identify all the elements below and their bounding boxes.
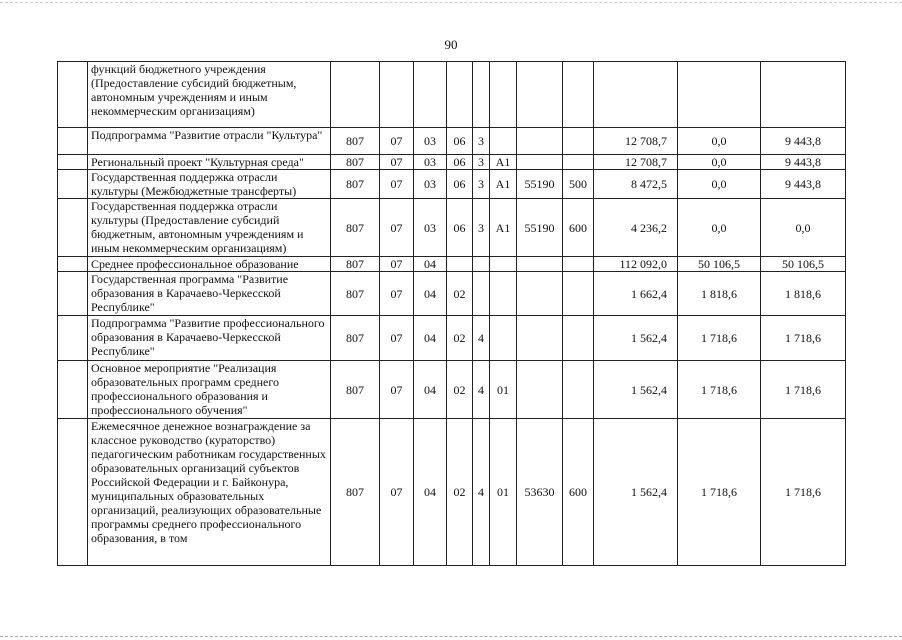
cell-amount-year2: 1 718,6: [678, 316, 761, 361]
row-name: Ежемесячное денежное вознаграждение за классное руководство (кураторство) педагогическим работникам государственных образовательных организаций субъектов Российской Федерации и г. Байконура, муниципальных образовательных организаций, реализующих образовательные программы среднего профессионального образования, в том: [88, 419, 331, 566]
cell-amount-year2: 1 718,6: [678, 419, 761, 566]
cell-grbs: 807: [331, 419, 380, 566]
cell-amount-year2: 50 106,5: [678, 257, 761, 272]
cell-subsection: [414, 62, 447, 128]
cell-subprogram: 3: [473, 170, 490, 199]
cell-subprogram: [473, 257, 490, 272]
cell-direction: [517, 128, 563, 155]
cell-program: [447, 257, 473, 272]
row-name: Государственная поддержка отрасли культуры (Межбюджетные трансферты): [88, 170, 331, 199]
cell-grbs: 807: [331, 257, 380, 272]
cell-program: 06: [447, 170, 473, 199]
cell-subsection: 03: [414, 155, 447, 170]
cell-amount-year1: 4 236,2: [594, 199, 678, 257]
cell-direction: [517, 62, 563, 128]
row-name: Среднее профессиональное образование: [88, 257, 331, 272]
cell-grbs: 807: [331, 316, 380, 361]
table-row: [58, 62, 846, 128]
cell-section: [380, 62, 414, 128]
row-name: Государственная программа "Развитие образования в Карачаево-Черкесской Республике": [88, 272, 331, 316]
row-number-cell: [58, 361, 88, 419]
row-number-cell: [58, 170, 88, 199]
cell-program: 02: [447, 316, 473, 361]
cell-subprogram: 4: [473, 419, 490, 566]
cell-direction: [517, 155, 563, 170]
cell-amount-year2: 1 818,6: [678, 272, 761, 316]
row-name: Региональный проект "Культурная среда": [88, 155, 331, 170]
cell-subprogram: 3: [473, 199, 490, 257]
table-row: [58, 272, 846, 316]
scan-top-edge: [0, 2, 902, 3]
row-name: Подпрограмма "Развитие отрасли "Культура": [88, 128, 331, 155]
cell-section: 07: [380, 361, 414, 419]
table-row: [58, 199, 846, 257]
cell-grbs: 807: [331, 199, 380, 257]
cell-amount-year1: 1 562,4: [594, 316, 678, 361]
table-row: [58, 257, 846, 272]
cell-amount-year2: 0,0: [678, 128, 761, 155]
cell-amount-year1: 112 092,0: [594, 257, 678, 272]
row-name: функций бюджетного учреждения (Предоставление субсидий бюджетным, автономным учреждениям и иным некоммерческим организациям): [88, 62, 331, 128]
cell-direction: 53630: [517, 419, 563, 566]
cell-program: 06: [447, 155, 473, 170]
cell-direction: [517, 272, 563, 316]
cell-direction: [517, 316, 563, 361]
row-number-cell: [58, 62, 88, 128]
cell-amount-year2: 0,0: [678, 155, 761, 170]
cell-section: 07: [380, 316, 414, 361]
cell-amount-year2: [678, 62, 761, 128]
cell-expense-type: 600: [563, 419, 594, 566]
cell-expense-type: [563, 257, 594, 272]
cell-section: 07: [380, 272, 414, 316]
cell-amount-year1: 12 708,7: [594, 155, 678, 170]
cell-amount-year1: 1 562,4: [594, 419, 678, 566]
cell-amount-year3: 1 718,6: [761, 316, 846, 361]
cell-subsection: 04: [414, 316, 447, 361]
cell-amount-year3: 0,0: [761, 199, 846, 257]
cell-expense-type: 600: [563, 199, 594, 257]
cell-subprogram: 3: [473, 155, 490, 170]
cell-amount-year1: 12 708,7: [594, 128, 678, 155]
cell-amount-year3: 9 443,8: [761, 128, 846, 155]
cell-subsection: 04: [414, 361, 447, 419]
cell-grbs: 807: [331, 155, 380, 170]
cell-event: A1: [490, 155, 517, 170]
cell-direction: [517, 257, 563, 272]
budget-table: [57, 61, 846, 566]
table-row: [58, 170, 846, 199]
cell-amount-year1: 1 562,4: [594, 361, 678, 419]
table-row: [58, 316, 846, 361]
cell-expense-type: [563, 361, 594, 419]
cell-subsection: 04: [414, 419, 447, 566]
cell-amount-year3: 9 443,8: [761, 170, 846, 199]
cell-program: 06: [447, 128, 473, 155]
cell-program: 02: [447, 361, 473, 419]
cell-amount-year2: 0,0: [678, 170, 761, 199]
cell-subsection: 03: [414, 170, 447, 199]
row-number-cell: [58, 257, 88, 272]
row-number-cell: [58, 272, 88, 316]
table-body: [58, 62, 846, 566]
table-row: [58, 155, 846, 170]
cell-expense-type: [563, 128, 594, 155]
cell-subprogram: [473, 272, 490, 316]
cell-subprogram: 4: [473, 361, 490, 419]
cell-event: [490, 316, 517, 361]
cell-direction: [517, 361, 563, 419]
cell-subsection: 03: [414, 128, 447, 155]
cell-section: 07: [380, 128, 414, 155]
cell-grbs: 807: [331, 272, 380, 316]
cell-grbs: 807: [331, 128, 380, 155]
cell-amount-year3: 50 106,5: [761, 257, 846, 272]
cell-subprogram: [473, 62, 490, 128]
cell-event: A1: [490, 199, 517, 257]
cell-amount-year3: 1 718,6: [761, 419, 846, 566]
cell-subsection: 03: [414, 199, 447, 257]
cell-amount-year2: 1 718,6: [678, 361, 761, 419]
cell-event: [490, 272, 517, 316]
cell-program: 02: [447, 419, 473, 566]
row-number-cell: [58, 316, 88, 361]
cell-amount-year3: [761, 62, 846, 128]
cell-grbs: [331, 62, 380, 128]
cell-expense-type: [563, 316, 594, 361]
table-row: [58, 128, 846, 155]
row-number-cell: [58, 128, 88, 155]
cell-section: 07: [380, 257, 414, 272]
cell-subprogram: 3: [473, 128, 490, 155]
cell-section: 07: [380, 155, 414, 170]
cell-grbs: 807: [331, 361, 380, 419]
row-number-cell: [58, 419, 88, 566]
cell-subsection: 04: [414, 272, 447, 316]
cell-expense-type: [563, 272, 594, 316]
cell-section: 07: [380, 199, 414, 257]
cell-amount-year1: [594, 62, 678, 128]
cell-subsection: 04: [414, 257, 447, 272]
scan-bottom-edge: [0, 636, 902, 637]
cell-event: 01: [490, 419, 517, 566]
cell-expense-type: [563, 155, 594, 170]
cell-amount-year2: 0,0: [678, 199, 761, 257]
page-number: 90: [444, 37, 458, 52]
cell-event: [490, 128, 517, 155]
table-row: [58, 361, 846, 419]
cell-amount-year3: 1 718,6: [761, 361, 846, 419]
cell-amount-year3: 1 818,6: [761, 272, 846, 316]
cell-expense-type: [563, 62, 594, 128]
cell-program: 02: [447, 272, 473, 316]
cell-section: 07: [380, 170, 414, 199]
row-name: Подпрограмма "Развитие профессионального образования в Карачаево-Черкесской Республике": [88, 316, 331, 361]
cell-program: [447, 62, 473, 128]
cell-grbs: 807: [331, 170, 380, 199]
cell-event: [490, 62, 517, 128]
cell-amount-year1: 8 472,5: [594, 170, 678, 199]
row-number-cell: [58, 199, 88, 257]
row-number-cell: [58, 155, 88, 170]
cell-subprogram: 4: [473, 316, 490, 361]
cell-event: 01: [490, 361, 517, 419]
table-row: [58, 419, 846, 566]
cell-expense-type: 500: [563, 170, 594, 199]
row-name: Государственная поддержка отрасли культуры (Предоставление субсидий бюджетным, автономным учреждениям и иным некоммерческим организациям): [88, 199, 331, 257]
cell-amount-year1: 1 662,4: [594, 272, 678, 316]
cell-direction: 55190: [517, 170, 563, 199]
cell-section: 07: [380, 419, 414, 566]
cell-amount-year3: 9 443,8: [761, 155, 846, 170]
cell-event: A1: [490, 170, 517, 199]
cell-direction: 55190: [517, 199, 563, 257]
row-name: Основное мероприятие "Реализация образовательных программ среднего профессионального образования и профессионального обучения": [88, 361, 331, 419]
cell-event: [490, 257, 517, 272]
cell-program: 06: [447, 199, 473, 257]
